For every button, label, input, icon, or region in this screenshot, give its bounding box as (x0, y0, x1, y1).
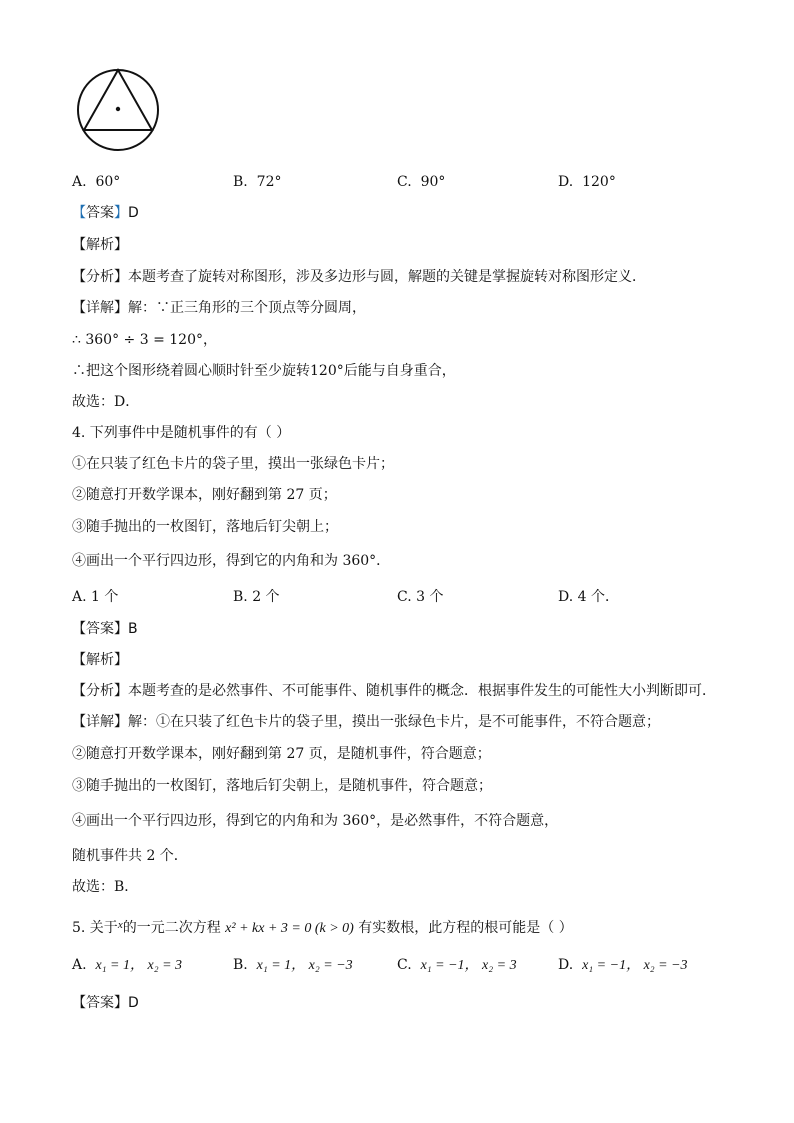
q5-answer: 【答案】D (72, 995, 139, 1011)
q4-answer: 【答案】B (72, 621, 138, 637)
q3-option-b: B. 72° (233, 174, 282, 190)
q3-fenxi: 【分析】本题考查了旋转对称图形，涉及多边形与圆，解题的关键是掌握旋转对称图形定义． (72, 269, 646, 285)
q4-option-d: D. 4 个． (558, 589, 619, 605)
q4-total: 随机事件共 2 个． (72, 848, 188, 864)
q4-item-3: ③随手抛出的一枚图钉，落地后钉尖朝上； (72, 519, 338, 535)
q4-item-4: ④画出一个平行四边形，得到它的内角和为 360°． (72, 553, 391, 569)
q4-analysis-label: 【解析】 (72, 652, 128, 668)
q4-option-c: C. 3 个 (397, 589, 444, 605)
q4-detail-4: ④画出一个平行四边形，得到它的内角和为 360°，是必然事件，不符合题意， (72, 813, 559, 829)
q4-detail-2: ②随意打开数学课本，刚好翻到第 27 页，是随机事件，符合题意； (72, 746, 491, 762)
q3-analysis-label: 【解析】 (72, 237, 128, 253)
circle-triangle-figure (74, 68, 162, 156)
q5-option-d: D. x₁ = −1， x₂ = −3 (558, 957, 688, 973)
q4-option-b: B. 2 个 (233, 589, 280, 605)
q3-answer: 【答案】D (72, 205, 139, 221)
q4-stem: 4. 下列事件中是随机事件的有（ ） (72, 425, 291, 441)
q5-stem: 5. 关于$^x$的一元二次方程 x² + kx + 3 = 0 (k > 0) 有实数根，此方程的根可能是（ ） (72, 919, 573, 936)
q3-option-a: A. 60° (72, 174, 121, 190)
q3-step1: ∴ 360° ÷ 3 = 120°， (72, 332, 217, 348)
q3-xiangjie: 【详解】解：∵正三角形的三个顶点等分圆周， (72, 300, 366, 316)
q4-option-a: A. 1 个 (72, 589, 119, 605)
q4-item-2: ②随意打开数学课本，刚好翻到第 27 页； (72, 487, 337, 503)
q4-fenxi: 【分析】本题考查的是必然事件、不可能事件、随机事件的概念．根据事件发生的可能性大小判断即可． (72, 683, 716, 699)
q5-option-b: B. x₁ = 1， x₂ = −3 (233, 957, 353, 973)
q3-option-c: C. 90° (397, 174, 446, 190)
q4-detail-3: ③随手抛出的一枚图钉，落地后钉尖朝上，是随机事件，符合题意； (72, 778, 492, 794)
q4-conclusion: 故选：B． (72, 879, 139, 895)
q3-step2: ∴把这个图形绕着圆心顺时针至少旋转120°后能与自身重合， (72, 363, 456, 379)
q4-xiangjie: 【详解】解：①在只装了红色卡片的袋子里，摸出一张绿色卡片，是不可能事件，不符合题意； (72, 714, 660, 730)
q5-option-a: A. x₁ = 1， x₂ = 3 (72, 957, 183, 973)
q3-option-d: D. 120° (558, 174, 616, 190)
center-dot (116, 107, 120, 111)
q4-item-1: ①在只装了红色卡片的袋子里，摸出一张绿色卡片； (72, 456, 394, 472)
q5-equation: x² + kx + 3 = 0 (k > 0) (225, 921, 354, 936)
q5-option-c: C. x₁ = −1， x₂ = 3 (397, 957, 517, 973)
q3-conclusion: 故选：D． (72, 394, 140, 410)
